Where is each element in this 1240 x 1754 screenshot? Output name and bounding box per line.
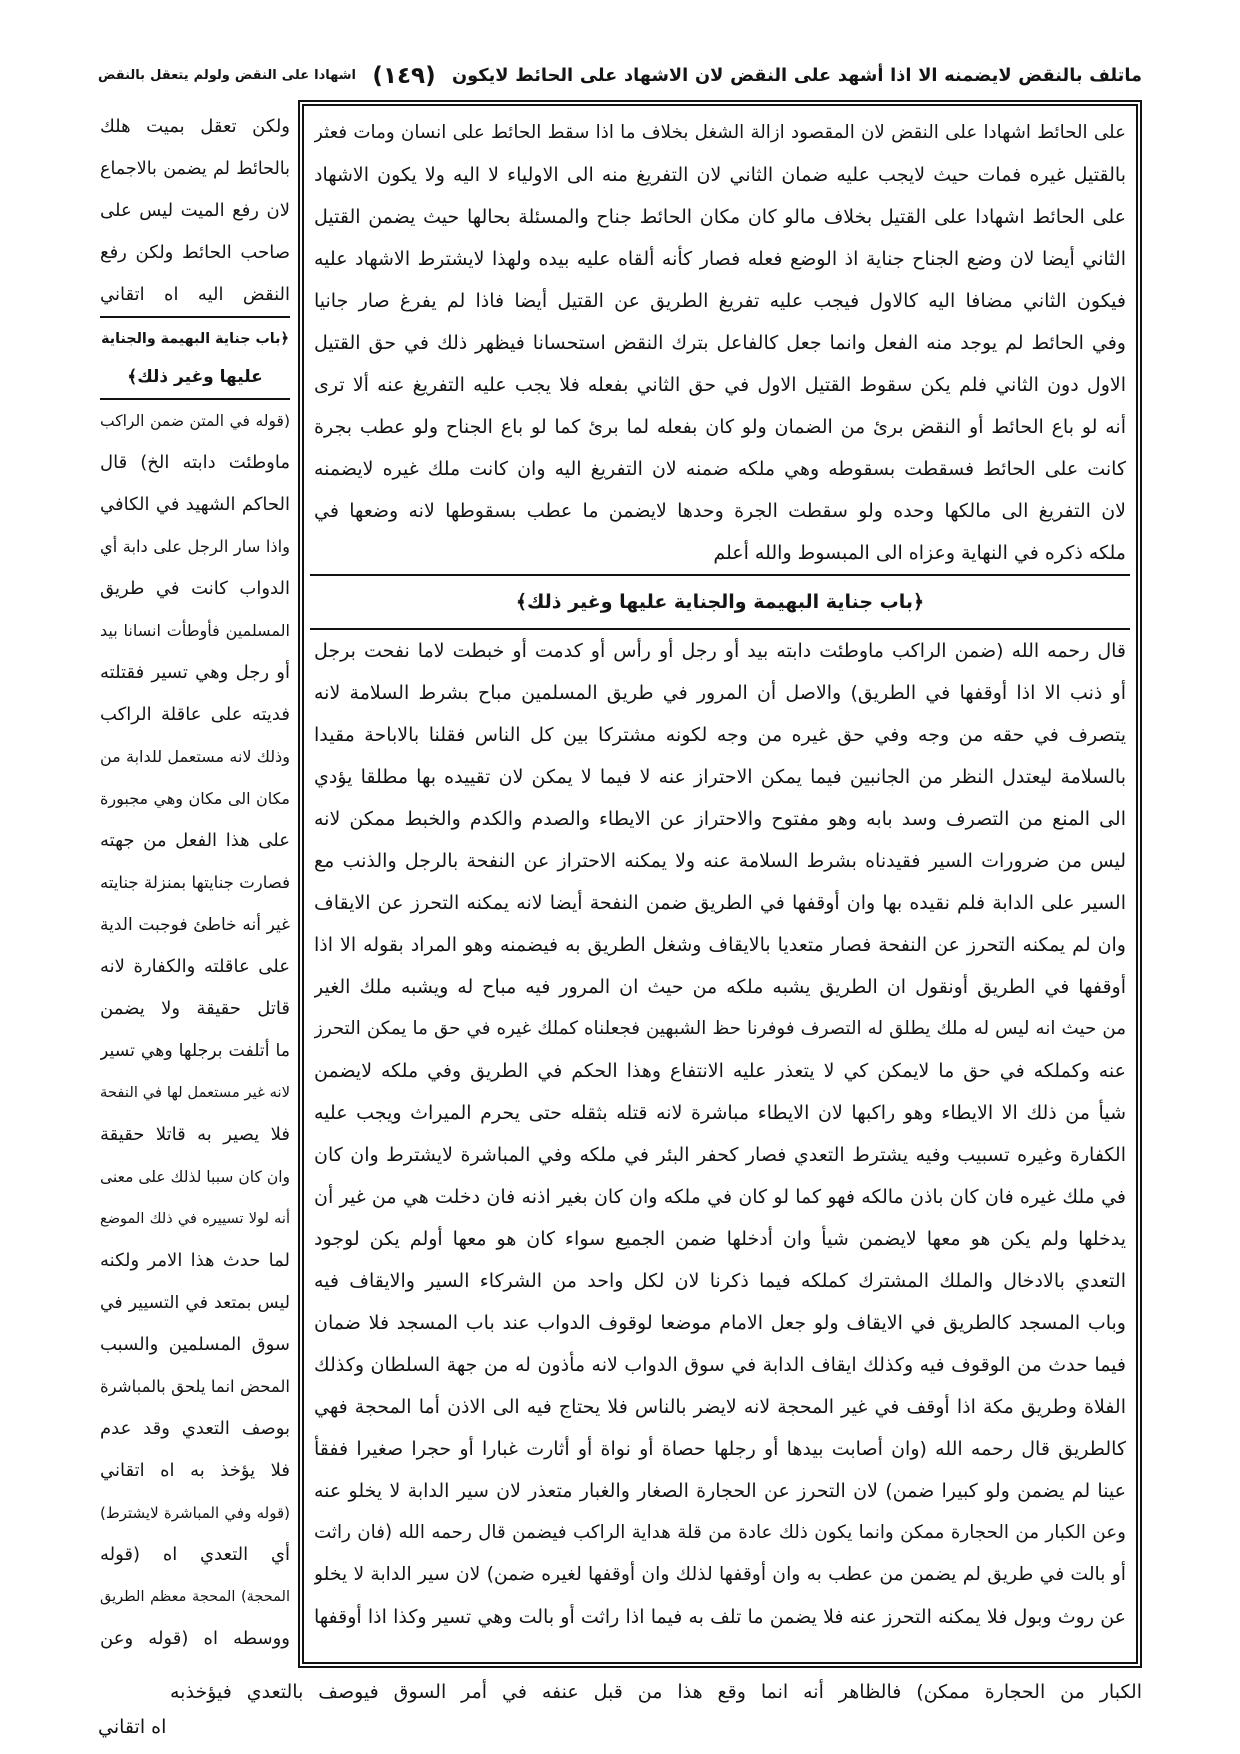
main-text-line: أو ذنب الا اذا أوقفها في الطريق) والاصل أن المرور في طريق المسلمين مباح بشرط السلامة لانه [314,682,1126,704]
main-text-line: عينا لم يضمن ولو كبيرا ضمن) لان التحرز عن الحجارة الصغار والغبار متعذر لان سير الدابة لا يخلو عنه [314,1480,1126,1502]
running-header [98,56,1142,96]
margin-line: فديته على عاقلة الراكب [100,704,290,725]
margin-chapter-heading [100,316,290,400]
margin-line: ما أتلفت برجلها وهي تسير [100,1041,290,1061]
margin-line: المحض انما يلحق بالمباشرة [100,1377,290,1396]
main-text-line: الكفارة وغيره تسبيب وفيه يشترط التعدي فصار كحفر البئر في ملكه وفي المباشرة لايشترط وان كان [314,1144,1126,1166]
margin-line: أي التعدي اه (قوله [100,1544,290,1565]
main-text-line: التعدي بالادخال والملك المشترك كملكه فيما ذكرنا لان لكل واحد من الشركاء السير والايقاف فيه [314,1270,1126,1292]
main-text-line: فيما حدث من الوقوف فيه وكذلك ايقاف الدابة في سوق الدواب لانه مأذون له من جهة السلطان وكذلك [314,1354,1126,1376]
margin-line: على هذا الفعل من جهته [100,830,290,851]
margin-line: فلا يصير به قاتلا حقيقة [100,1124,290,1145]
main-text-line: وفي الحائط لم يوجد منه الفعل وانما جعل كالفاعل بترك النقض استحسانا فيظهر ذلك في حق القتيل [314,332,1126,354]
margin-line: الحاكم الشهيد في الكافي [100,494,290,515]
main-text-frame [298,100,1142,1668]
main-text-line: بالقتيل غيره فمات حيث لايجب عليه ضمان الثاني لان التفريغ منه الى الاولياء لا اليه ولا يكون الاشهاد [314,164,1126,186]
margin-line: بوصف التعدي وقد عدم [100,1418,290,1439]
margin-line: وان كان سببا لذلك على معنى [100,1168,290,1186]
margin-line: واذا سار الرجل على دابة أي [100,537,290,556]
main-text-line: عن روث وبول فلا يمكنه التحرز عنه فلا يضمن ما تلف به فيما اذا راثت أو بالت وهي تسير وكذا اذا أوقفها [314,1606,1126,1628]
margin-line: وذلك لانه مستعمل للدابة من [100,747,290,766]
margin-commentary [98,100,292,1668]
main-text-line: من حيث انه ليس له ملك يطلق له التصرف فوفرنا حظ الشبهين فجعلناه كملك غيره في حق ما يمكن التحرز [314,1018,1126,1039]
margin-line: أو رجل وهي تسير فقتلته [100,662,290,683]
main-text-line: فيكون الثاني مضافا اليه كالاول فيجب عليه تفريغ الطريق عن القتيل أيضا فاذا لم يفرغ صار جانيا [314,290,1126,312]
main-text-line: الى المنع من التصرف وسد بابه وهو مفتوح والاحتراز عن الايطاء والصدم والكدم والخبط ممكن لانه [314,808,1126,830]
main-text-line: أوقفها في الطريق أونقول ان الطريق يشبه ملكه من حيث ان المرور فيه مباح له ويشبه ملك الغير [314,976,1126,998]
margin-line: لان رفع الميت ليس على [100,200,290,221]
page-number: (١٤٩) [372,63,436,89]
main-text-line: شيأ من ذلك الا الايطاء وهو راكبها لان الايطاء مباشرة لانه قتله بثقله حتى يحرم الميراث ويجب عليه [314,1102,1126,1124]
footer-commentary [98,1674,1142,1746]
margin-line: بالحائط لم يضمن بالاجماع [100,159,290,179]
main-text-line: الاول دون الثاني فلم يكن سقوط القتيل الاول في حق الثاني بفعله فلا يجب عليه التفريغ عنه ألا ترى [314,374,1126,396]
margin-line: الدواب كانت في طريق [100,578,290,599]
margin-heading-line: ﴿باب جناية البهيمة والجناية [101,331,289,347]
main-text-line: ليس من ضرورات السير فقيدناه بشرط السلامة عنه ولا يمكنه الاحتراز عن النفحة بالرجل والذنب مع [314,850,1126,872]
margin-line: غير أنه خاطئ فوجبت الدية [100,915,290,935]
margin-line: سوق المسلمين والسبب [100,1334,290,1355]
main-text-line: على الحائط اشهادا على النقض لان المقصود ازالة الشغل بخلاف ما اذا سقط الحائط على انسان ومات فعثر [314,122,1126,143]
margin-line: على عاقلته والكفارة لانه [100,956,290,977]
main-text-line: السير على الدابة فلم نقيده بها وان أوقفها في الطريق ضمن النفحة أيضا لانه يمكنه التحرز عن الايقاف [314,892,1126,914]
margin-line: قاتل حقيقة ولا يضمن [100,998,290,1019]
margin-line: (قوله في المتن ضمن الراكب [100,412,290,430]
main-text-line: أنه لو باع الحائط أو النقض برئ من الضمان ولو كان بفعله لما برئ كما لو باع الجناح ولو عطب بجرة [314,416,1126,438]
main-text-line: أو بالت في طريق لم يضمن من عطب به وان أوقفها لذلك وان أوقفها لغيره ضمن) لان سير الدابة لا يخلو [314,1564,1126,1585]
margin-line: أنه لولا تسييره في ذلك الموضع [100,1211,290,1227]
margin-line: ووسطه اه (قوله وعن [100,1628,290,1649]
main-text-line: الفلاة وطريق مكة اذا أوقف في غير المحجة لانه لايضر بالناس فلا يحتاج فيه الى الاذن أما المحجة فهي [314,1396,1126,1418]
main-text-line: بالسلامة ليعتدل النظر من الجانبين فيما يمكن الاحتراز عنه لا فيما لا يمكن لان تقييده بها مطلقا يؤدي [314,766,1126,788]
main-text-line: الثاني أيضا لان وضع الجناح جناية اذ الوضع فعله فصار كأنه ألقاه عليه بيده ولهذا لايشترط الاشهاد عليه [314,248,1126,270]
main-text-line: عنه وكملكه في حق ما لايمكن كي لا يتعذر عليه الانتفاع وهذا الحكم في الطريق وفي ملكه لايضمن [314,1060,1126,1082]
main-text-line: قال رحمه الله (ضمن الراكب ماوطئت دابته بيد أو رجل أو رأس أو كدمت أو خبطت لاما نفحت برجل [314,640,1126,662]
chapter-heading: ﴿باب جناية البهيمة والجناية عليها وغير ذلك﴾ [310,574,1130,630]
margin-line: ليس بمتعد في التسيير في [100,1293,290,1313]
main-text-line: وعن الكبار من الحجارة ممكن وانما يكون ذلك عادة من قلة هداية الراكب فيضمن قال رحمه الله (فان راثت [314,1522,1126,1543]
header-text-left: اشهادا على النقض ولولم يتعقل بالنقض [98,68,356,83]
margin-line: المحجة) المحجة معظم الطريق [100,1589,290,1605]
main-text-line: كانت على الحائط فسقطت بسقوطه وهي ملكه ضمنه لان التفريغ اليه وان كانت ملك غيره لايضمنه [314,458,1126,480]
main-text-line: وباب المسجد كالطريق في الايقاف ولو جعل الامام موضعا لوقوف الدواب عند باب المسجد فلا ضمان [314,1312,1126,1334]
main-text-line: يتصرف في حقه من وجه وفي حق غيره من وجه لكونه مشتركا بين كل الناس فقلنا بالاباحة مقيدا [314,724,1126,746]
header-text-right: ماتلف بالنقض لايضمنه الا اذا أشهد على النقض لان الاشهاد على الحائط لايكون [452,66,1142,86]
main-text-line: لان التفريغ الى مالكها وحده ولو سقطت الجرة وحدها لايضمن ما عطب بسقوطها لانه وضعها في [314,500,1126,522]
margin-line: لانه غير مستعمل لها في النفحة [100,1084,290,1101]
footer-line-end: اه اتقاني [98,1716,167,1738]
margin-line: مكان الى مكان وهي مجبورة [100,789,290,808]
margin-line: ماوطئت دابته الخ) قال [100,452,290,473]
main-text-line: وان لم يمكنه التحرز عن النفحة فصار متعديا بالايقاف وشغل الطريق به فيضمنه وهو المراد بقوله الا اذا [314,934,1126,956]
main-text-line: كالطريق قال رحمه الله (وان أصابت بيدها أو رجلها حصاة أو نواة أو أثارت غبارا أو حجرا صغيرا ففقأ [314,1438,1126,1460]
main-text-line: في ملك غيره فان كان باذن مالكه فهو كما لو كان في ملكه وان كان بغير اذنه فان دخلت هي من غير أن [314,1186,1126,1208]
main-text-line: على الحائط اشهادا على القتيل بخلاف مالو كان مكان الحائط جناح والمسئلة بحالها حيث يضمن القتيل [314,206,1126,228]
margin-line: صاحب الحائط ولكن رفع [100,242,290,263]
margin-line: فلا يؤخذ به اه اتقاني [100,1460,290,1481]
margin-line: لما حدث هذا الامر ولكنه [100,1250,290,1271]
main-text-line: ملكه ذكره في النهاية وعزاه الى المبسوط والله أعلم [713,542,1126,564]
margin-line: النقض اليه اه اتقاني [100,284,290,305]
footer-line: الكبار من الحجارة ممكن) فالظاهر أنه انما وقع هذا من قبل عنفه في أمر السوق فيوصف بالتعدي فيؤخذبه [170,1681,1142,1703]
margin-heading-line: عليها وغير ذلك﴾ [127,367,263,387]
margin-line: المسلمين فأوطأت انسانا بيد [100,621,290,640]
margin-line: فصارت جنايتها بمنزلة جنايته [100,873,290,892]
margin-line: (قوله وفي المباشرة لايشترط) [100,1504,290,1522]
main-text-line: يدخلها ولم يكن هو معها لايضمن شيأ وان أدخلها ضمن الجميع سواء كان هو معها أولم يكن لوجود [314,1228,1126,1250]
margin-line: ولكن تعقل بميت هلك [100,116,290,137]
